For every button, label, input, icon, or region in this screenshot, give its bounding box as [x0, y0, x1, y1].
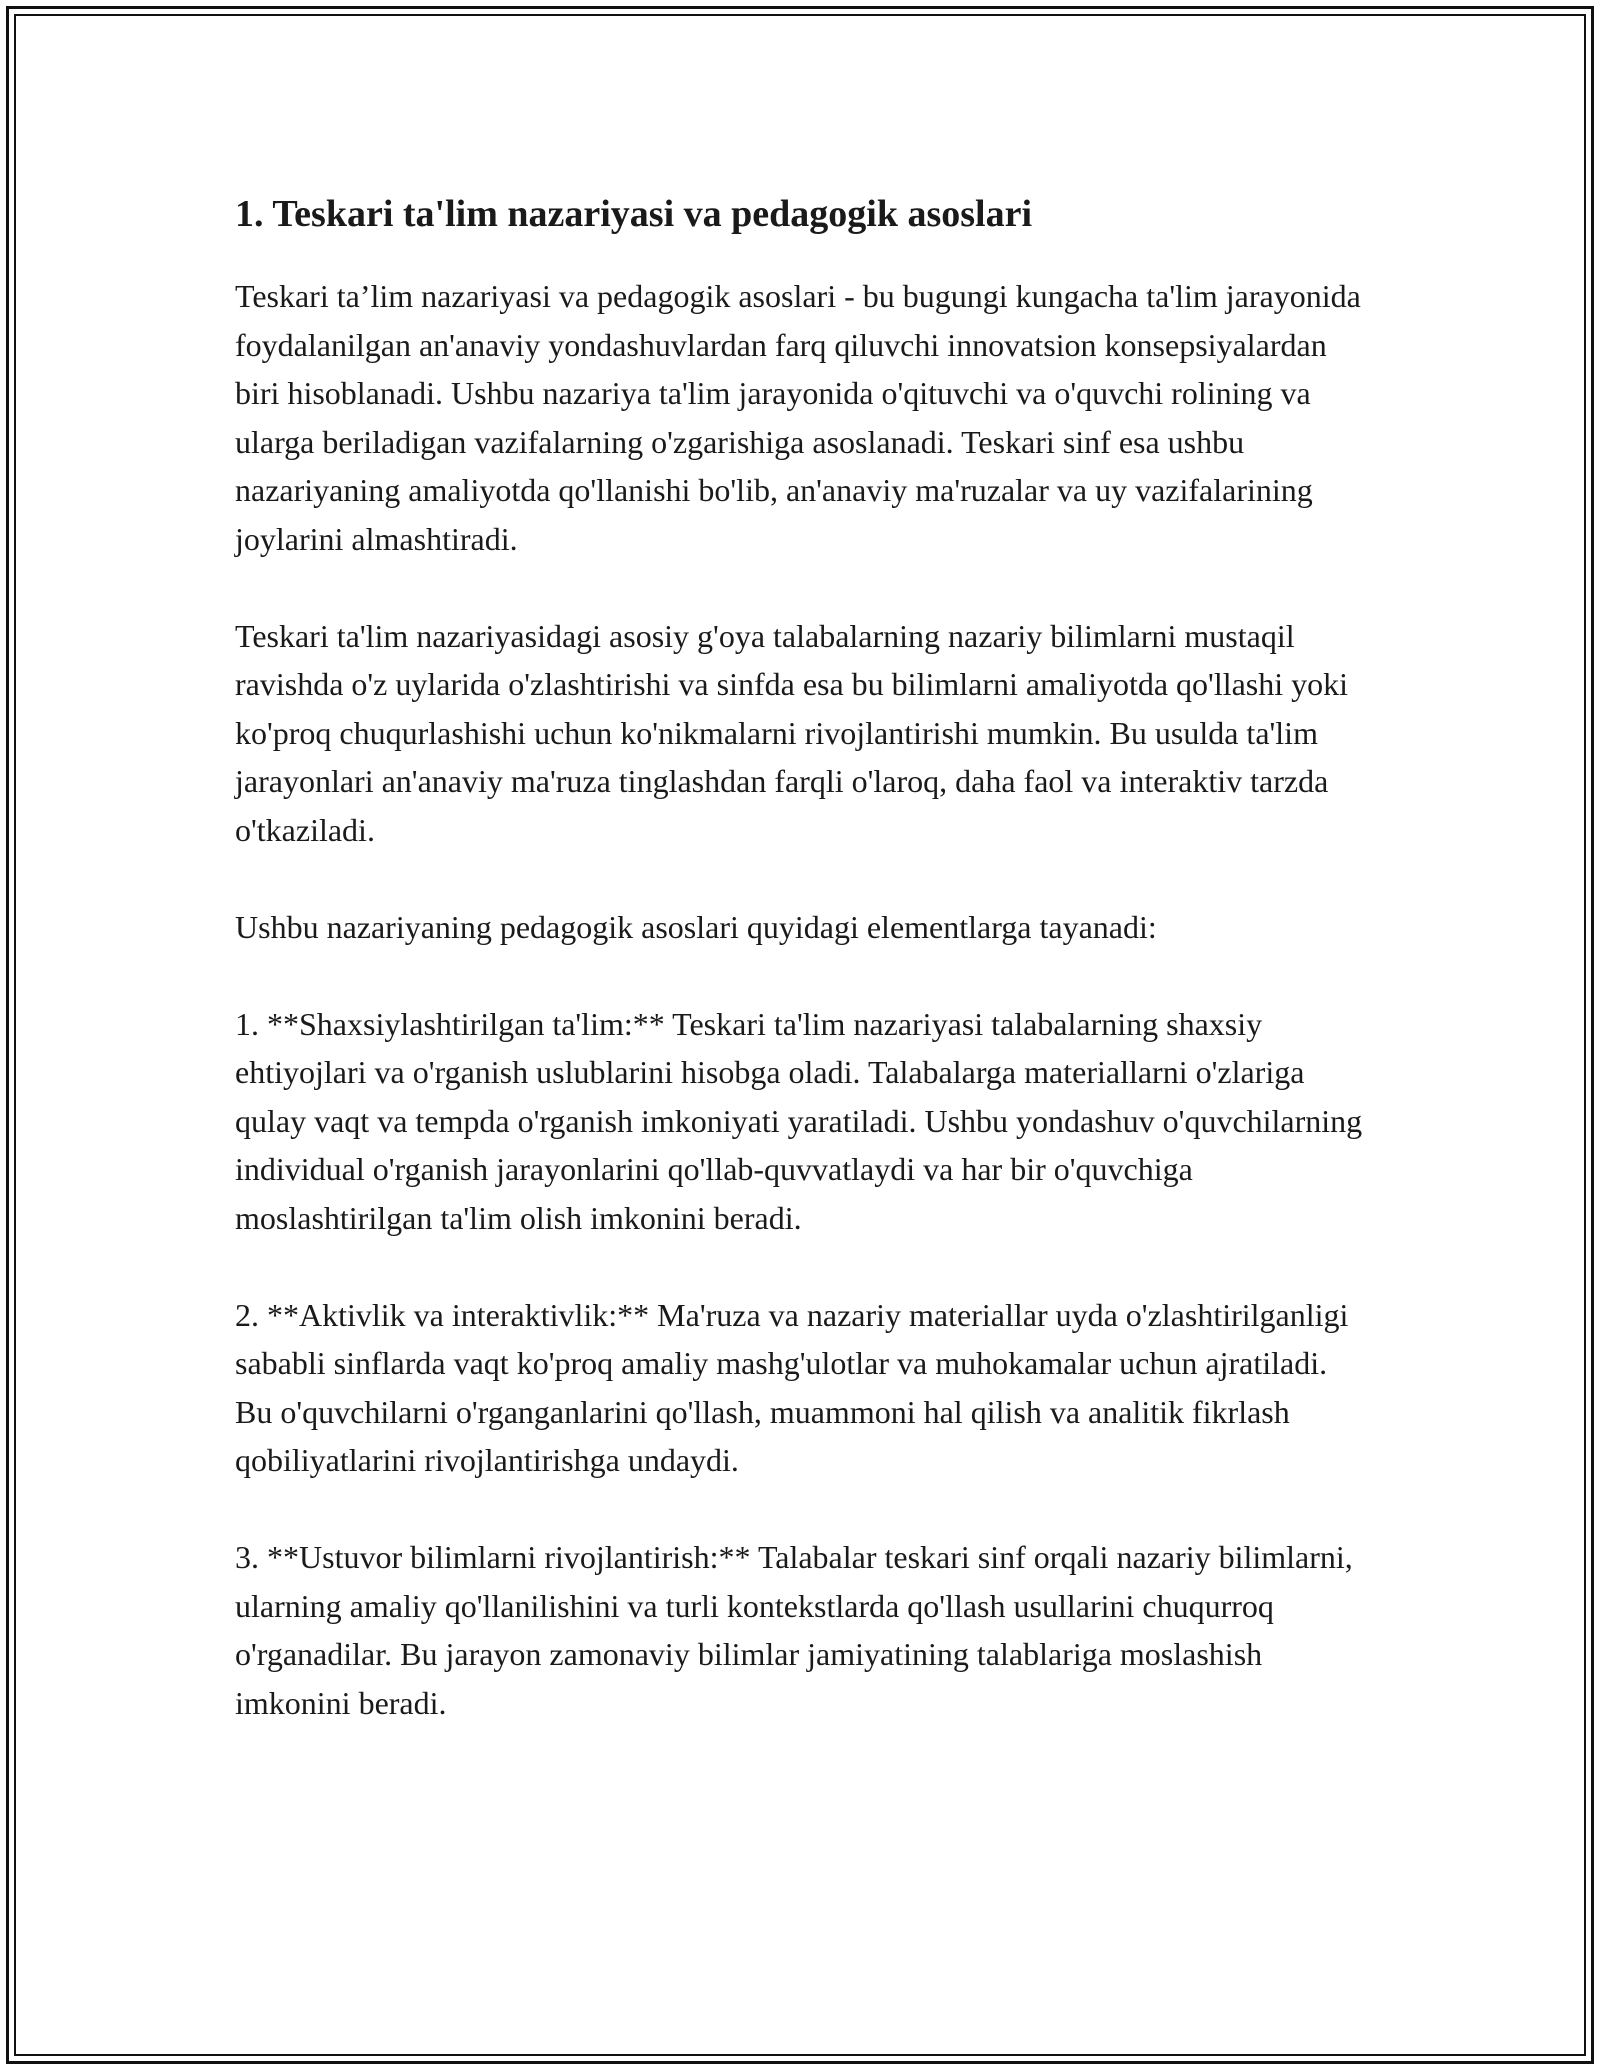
section-heading: 1. Teskari ta'lim nazariyasi va pedagogik asoslari	[235, 193, 1033, 235]
document-body	[235, 188, 1365, 1776]
list-item-activity-interactivity: 2. **Aktivlik va interaktivlik:** Ma'ruza va nazariy materiallar uyda o'zlashtirilganligi sababli sinflarda vaqt ko'proq amaliy mashg'ulotlar va muhokamalar uchun ajratiladi. Bu o'quvchilarni o'rganganlarini qo'llash, muammoni hal qilish va analitik fikrlash qobiliyatlarini rivojlantirishga undaydi.	[235, 1296, 1349, 1478]
foundations-lead-paragraph: Ushbu nazariyaning pedagogik asoslari quyidagi elementlarga tayanadi:	[235, 908, 1157, 945]
list-item-priority-knowledge: 3. **Ustuvor bilimlarni rivojlantirish:** Talabalar teskari sinf orqali nazariy bilimlarni, ularning amaliy qo'llanilishini va turli kontekstlarda qo'llash usullarini chuqurroq o'rganadilar. Bu jarayon zamonaviy bilimlar jamiyatining talablariga moslashish imkonini beradi.	[235, 1539, 1353, 1721]
list-item-personalized-learning: 1. **Shaxsiylashtirilgan ta'lim:** Teskari ta'lim nazariyasi talabalarning shaxsiy ehtiyojlari va o'rganish uslublarini hisobga oladi. Talabalarga materiallarni o'zlariga qulay vaqt va tempda o'rganish imkoniyati yaratiladi. Ushbu yondashuv o'quvchilarning individual o'rganish jarayonlarini qo'llab-quvvatlaydi va har bir o'quvchiga moslashtirilgan ta'lim olish imkonini beradi.	[235, 1005, 1363, 1236]
main-idea-paragraph: Teskari ta'lim nazariyasidagi asosiy g'oya talabalarning nazariy bilimlarni mustaqil ravishda o'z uylarida o'zlashtirishi va sinfda esa bu bilimlarni amaliyotda qo'llashi yoki ko'proq chuqurlashishi uchun ko'nikmalarni rivojlantirishi mumkin. Bu usulda ta'lim jarayonlari an'anaviy ma'ruza tinglashdan farqli o'laroq, daha faol va interaktiv tarzda o'tkaziladi.	[235, 617, 1349, 848]
intro-paragraph: Teskari ta’lim nazariyasi va pedagogik asoslari - bu bugungi kungacha ta'lim jarayonida foydalanilgan an'anaviy yondashuvlardan farq qiluvchi innovatsion konsepsiyalardan biri hisoblanadi. Ushbu nazariya ta'lim jarayonida o'qituvchi va o'quvchi rolining va ularga beriladigan vazifalarning o'zgarishiga asoslanadi. Teskari sinf esa ushbu nazariyaning amaliyotda qo'llanishi bo'lib, an'anaviy ma'ruzalar va uy vazifalarining joylarini almashtiradi.	[235, 278, 1361, 557]
